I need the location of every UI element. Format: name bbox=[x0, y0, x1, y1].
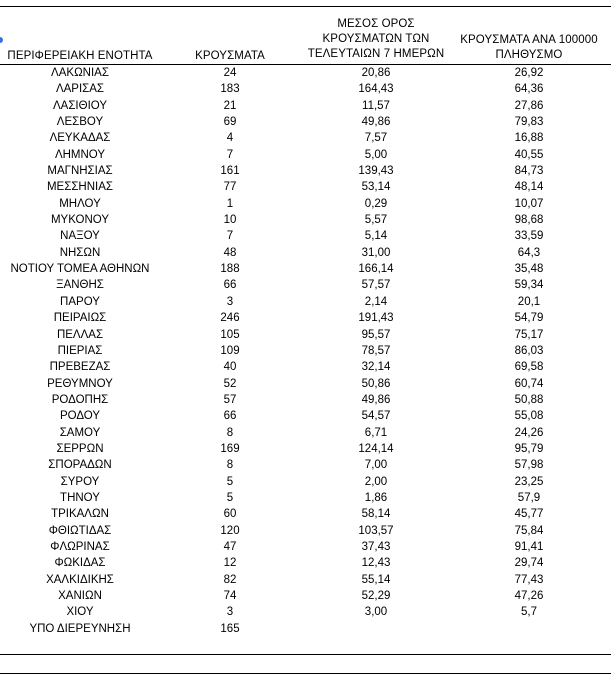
cases-cell: 82 bbox=[223, 573, 237, 586]
per100k-cell: 20,1 bbox=[517, 295, 541, 308]
region-cell: ΦΛΩΡΙΝΑΣ bbox=[50, 540, 110, 553]
table-row bbox=[0, 212, 611, 228]
cases-cell: 57 bbox=[223, 393, 237, 406]
per100k-cell: 91,41 bbox=[514, 540, 544, 553]
table-row bbox=[0, 539, 611, 555]
avg7-cell: 139,43 bbox=[358, 165, 394, 178]
per100k-cell: 29,74 bbox=[514, 557, 544, 570]
table-row bbox=[0, 81, 611, 97]
region-cell: ΠΕΛΛΑΣ bbox=[56, 328, 104, 341]
per100k-cell: 57,98 bbox=[514, 459, 544, 472]
region-cell: ΛΕΣΒΟΥ bbox=[56, 116, 104, 129]
header-avg7-line2: ΚΡΟΥΣΜΑΤΩΝ ΤΩΝ bbox=[322, 33, 430, 45]
header-region bbox=[0, 49, 160, 64]
cases-cell: 3 bbox=[226, 295, 234, 308]
bottom-rule-1 bbox=[0, 654, 611, 655]
table-row bbox=[0, 261, 611, 277]
cases-cell: 188 bbox=[220, 263, 240, 276]
cases-cell: 60 bbox=[223, 508, 237, 521]
table-row bbox=[0, 98, 611, 114]
table-row bbox=[0, 621, 611, 637]
region-cell: ΛΕΥΚΑΔΑΣ bbox=[49, 132, 111, 145]
avg7-cell: 5,14 bbox=[364, 230, 388, 243]
per100k-cell: 48,14 bbox=[514, 181, 544, 194]
per100k-cell: 59,34 bbox=[514, 279, 544, 292]
per100k-cell: 55,08 bbox=[514, 410, 544, 423]
per100k-cell: 77,43 bbox=[514, 573, 544, 586]
avg7-cell: 1,86 bbox=[364, 491, 388, 504]
cases-cell: 48 bbox=[223, 246, 237, 259]
table-row bbox=[0, 408, 611, 424]
per100k-cell: 23,25 bbox=[514, 475, 544, 488]
region-cell: ΛΑΣΙΘΙΟΥ bbox=[52, 99, 108, 112]
table-row bbox=[0, 65, 611, 81]
table-row bbox=[0, 425, 611, 441]
avg7-cell: 20,86 bbox=[361, 67, 391, 79]
region-cell: ΝΗΣΩΝ bbox=[59, 246, 101, 259]
region-cell: ΡΕΘΥΜΝΟΥ bbox=[47, 377, 113, 390]
per100k-cell: 79,83 bbox=[514, 116, 544, 129]
per100k-cell: 50,88 bbox=[514, 393, 544, 406]
cases-cell: 120 bbox=[220, 524, 240, 537]
per100k-cell: 86,03 bbox=[514, 344, 544, 357]
table-row bbox=[0, 196, 611, 212]
avg7-cell: 3,00 bbox=[364, 606, 388, 619]
avg7-cell: 49,86 bbox=[361, 116, 391, 129]
avg7-cell: 31,00 bbox=[361, 246, 391, 259]
avg7-cell: 11,57 bbox=[362, 99, 390, 112]
cases-cell: 165 bbox=[220, 622, 240, 635]
table-row bbox=[0, 179, 611, 195]
header-per100k-line1: ΚΡΟΥΣΜΑΤΑ ΑΝΑ 100000 bbox=[460, 34, 598, 46]
per100k-cell: 35,48 bbox=[514, 263, 544, 276]
region-cell: ΠΕΙΡΑΙΩΣ bbox=[53, 312, 107, 325]
cases-cell: 161 bbox=[220, 165, 240, 178]
header-avg7-line1: ΜΕΣΟΣ ΟΡΟΣ bbox=[337, 18, 415, 30]
table-row bbox=[0, 327, 611, 343]
per100k-cell: 57,9 bbox=[517, 491, 541, 504]
per100k-cell: 47,26 bbox=[514, 590, 544, 602]
cases-cell: 66 bbox=[223, 279, 237, 292]
table-row bbox=[0, 130, 611, 146]
cases-cell: 40 bbox=[223, 361, 237, 374]
avg7-cell: 57,57 bbox=[361, 279, 391, 292]
avg7-cell: 58,14 bbox=[361, 508, 391, 521]
region-cell: ΦΘΙΩΤΙΔΑΣ bbox=[48, 524, 112, 537]
per100k-cell: 16,88 bbox=[514, 132, 544, 145]
cases-cell: 5 bbox=[226, 475, 234, 488]
region-cell: ΛΑΡΙΣΑΣ bbox=[55, 83, 105, 96]
table-row bbox=[0, 147, 611, 163]
per100k-cell: 75,17 bbox=[514, 328, 544, 341]
per100k-cell: 27,86 bbox=[514, 99, 544, 112]
per100k-cell: 24,26 bbox=[514, 426, 544, 439]
region-cell: ΧΑΝΙΩΝ bbox=[58, 590, 102, 602]
cases-cell: 47 bbox=[223, 540, 237, 553]
per100k-cell: 26,92 bbox=[514, 67, 544, 79]
table-row bbox=[0, 506, 611, 522]
per100k-cell: 45,77 bbox=[514, 508, 544, 521]
region-cell: ΜΥΚΟΝΟΥ bbox=[50, 214, 110, 227]
region-cell: ΡΟΔΟΠΗΣ bbox=[51, 393, 109, 406]
cases-cell: 7 bbox=[226, 230, 234, 243]
cases-cell: 77 bbox=[223, 181, 237, 194]
table-row bbox=[0, 523, 611, 539]
table-row bbox=[0, 555, 611, 571]
avg7-cell: 78,57 bbox=[361, 344, 391, 357]
per100k-cell: 69,58 bbox=[514, 361, 544, 374]
per100k-cell: 5,7 bbox=[521, 606, 537, 619]
cases-cell: 3 bbox=[226, 606, 234, 619]
region-cell: ΠΑΡΟΥ bbox=[60, 295, 100, 308]
per100k-cell: 40,55 bbox=[514, 148, 544, 161]
table-row bbox=[0, 490, 611, 506]
cases-cell: 69 bbox=[223, 116, 237, 129]
cases-cell: 8 bbox=[226, 426, 234, 439]
avg7-cell: 5,00 bbox=[364, 148, 388, 161]
avg7-cell: 95,57 bbox=[361, 328, 391, 341]
avg7-cell: 32,14 bbox=[361, 361, 391, 374]
cases-cell: 105 bbox=[220, 328, 240, 341]
avg7-cell: 0,29 bbox=[364, 197, 388, 210]
region-cell: ΦΩΚΙΔΑΣ bbox=[54, 557, 106, 570]
table-row bbox=[0, 572, 611, 588]
header-per100k bbox=[453, 33, 605, 63]
table-row bbox=[0, 376, 611, 392]
region-cell: ΣΕΡΡΩΝ bbox=[56, 442, 104, 455]
table-row bbox=[0, 310, 611, 326]
table-row bbox=[0, 457, 611, 473]
selection-marker bbox=[0, 37, 3, 43]
cases-cell: 21 bbox=[223, 99, 237, 112]
per100k-cell: 98,68 bbox=[514, 214, 544, 227]
per100k-cell: 84,73 bbox=[514, 165, 544, 178]
cases-cell: 169 bbox=[220, 442, 240, 455]
per100k-cell: 33,59 bbox=[514, 230, 544, 243]
avg7-cell: 54,57 bbox=[361, 410, 391, 423]
cases-cell: 12 bbox=[223, 557, 237, 570]
avg7-cell: 2,00 bbox=[364, 475, 388, 488]
cases-cell: 52 bbox=[223, 377, 237, 390]
region-cell: ΤΗΝΟΥ bbox=[60, 491, 100, 504]
header-per100k-line2: ΠΛΗΘΥΣΜΟ bbox=[495, 49, 563, 61]
region-cell: ΞΑΝΘΗΣ bbox=[56, 279, 104, 292]
avg7-cell: 191,43 bbox=[358, 312, 394, 325]
region-cell: ΣΠΟΡΑΔΩΝ bbox=[48, 459, 112, 472]
avg7-cell: 55,14 bbox=[361, 573, 391, 586]
region-cell: ΜΕΣΣΗΝΙΑΣ bbox=[46, 181, 114, 194]
region-cell: ΧΙΟΥ bbox=[66, 606, 94, 619]
region-cell: ΧΑΛΚΙΔΙΚΗΣ bbox=[46, 573, 114, 586]
cases-cell: 5 bbox=[226, 491, 234, 504]
per100k-cell: 64,3 bbox=[517, 246, 541, 259]
table-row bbox=[0, 245, 611, 261]
region-cell: ΠΙΕΡΙΑΣ bbox=[57, 344, 103, 357]
table-row bbox=[0, 588, 611, 604]
cases-cell: 10 bbox=[223, 214, 237, 227]
region-cell: ΡΟΔΟΥ bbox=[59, 410, 101, 423]
header-cases bbox=[188, 49, 272, 64]
table-row bbox=[0, 163, 611, 179]
table-row bbox=[0, 228, 611, 244]
avg7-cell: 50,86 bbox=[361, 377, 391, 390]
region-cell: ΤΡΙΚΑΛΩΝ bbox=[51, 508, 109, 521]
region-cell: ΠΡΕΒΕΖΑΣ bbox=[49, 361, 111, 374]
cases-cell: 1 bbox=[226, 197, 234, 210]
region-cell: ΥΠΟ ΔΙΕΡΕΥΝΗΣΗ bbox=[29, 622, 131, 635]
top-rule bbox=[0, 6, 611, 7]
header-avg7 bbox=[300, 17, 452, 62]
table-row bbox=[0, 604, 611, 620]
table-row bbox=[0, 359, 611, 375]
cases-cell: 4 bbox=[226, 132, 234, 145]
region-cell: ΛΑΚΩΝΙΑΣ bbox=[51, 67, 109, 79]
avg7-cell: 12,43 bbox=[361, 557, 391, 570]
cases-table bbox=[0, 65, 611, 637]
avg7-cell: 124,14 bbox=[358, 442, 394, 455]
header-cases-label: ΚΡΟΥΣΜΑΤΑ bbox=[195, 50, 265, 62]
table-row bbox=[0, 474, 611, 490]
per100k-cell: 60,74 bbox=[514, 377, 544, 390]
region-cell: ΜΗΛΟΥ bbox=[59, 197, 101, 210]
table-row bbox=[0, 277, 611, 293]
table-row bbox=[0, 294, 611, 310]
per100k-cell: 75,84 bbox=[514, 524, 544, 537]
avg7-cell: 6,71 bbox=[364, 426, 388, 439]
cases-cell: 109 bbox=[220, 344, 240, 357]
avg7-cell: 7,00 bbox=[364, 459, 388, 472]
cases-cell: 246 bbox=[220, 312, 240, 325]
region-cell: ΣΥΡΟΥ bbox=[60, 475, 100, 488]
avg7-cell: 37,43 bbox=[361, 540, 391, 553]
region-cell: ΜΑΓΝΗΣΙΑΣ bbox=[47, 165, 113, 178]
avg7-cell: 7,57 bbox=[364, 132, 388, 145]
avg7-cell: 5,57 bbox=[364, 214, 388, 227]
avg7-cell: 164,43 bbox=[358, 83, 394, 96]
table-row bbox=[0, 392, 611, 408]
region-cell: ΝΟΤΙΟΥ ΤΟΜΕΑ ΑΘΗΝΩΝ bbox=[10, 263, 150, 276]
per100k-cell: 64,36 bbox=[514, 83, 544, 96]
avg7-cell: 166,14 bbox=[358, 263, 394, 276]
cases-cell: 7 bbox=[226, 148, 234, 161]
per100k-cell: 10,07 bbox=[514, 197, 544, 210]
avg7-cell: 52,29 bbox=[361, 590, 391, 602]
header-avg7-line3: ΤΕΛΕΥΤΑΙΩΝ 7 ΗΜΕΡΩΝ bbox=[307, 48, 445, 60]
cases-cell: 8 bbox=[226, 459, 234, 472]
region-cell: ΝΑΞΟΥ bbox=[60, 230, 100, 243]
table-row bbox=[0, 441, 611, 457]
table-row bbox=[0, 343, 611, 359]
table-row bbox=[0, 114, 611, 130]
avg7-cell: 53,14 bbox=[361, 181, 391, 194]
header-region-label: ΠΕΡΙΦΕΡΕΙΑΚΗ ΕΝΟΤΗΤΑ bbox=[7, 50, 153, 62]
per100k-cell: 95,79 bbox=[514, 442, 544, 455]
region-cell: ΣΑΜΟΥ bbox=[59, 426, 101, 439]
avg7-cell: 2,14 bbox=[364, 295, 388, 308]
cases-cell: 183 bbox=[220, 83, 240, 96]
cases-cell: 24 bbox=[223, 67, 237, 79]
avg7-cell: 49,86 bbox=[361, 393, 391, 406]
cases-cell: 66 bbox=[223, 410, 237, 423]
per100k-cell: 54,79 bbox=[514, 312, 544, 325]
avg7-cell: 103,57 bbox=[358, 524, 394, 537]
cases-cell: 74 bbox=[223, 590, 237, 602]
region-cell: ΛΗΜΝΟΥ bbox=[54, 148, 106, 161]
bottom-rule-2 bbox=[0, 673, 611, 674]
